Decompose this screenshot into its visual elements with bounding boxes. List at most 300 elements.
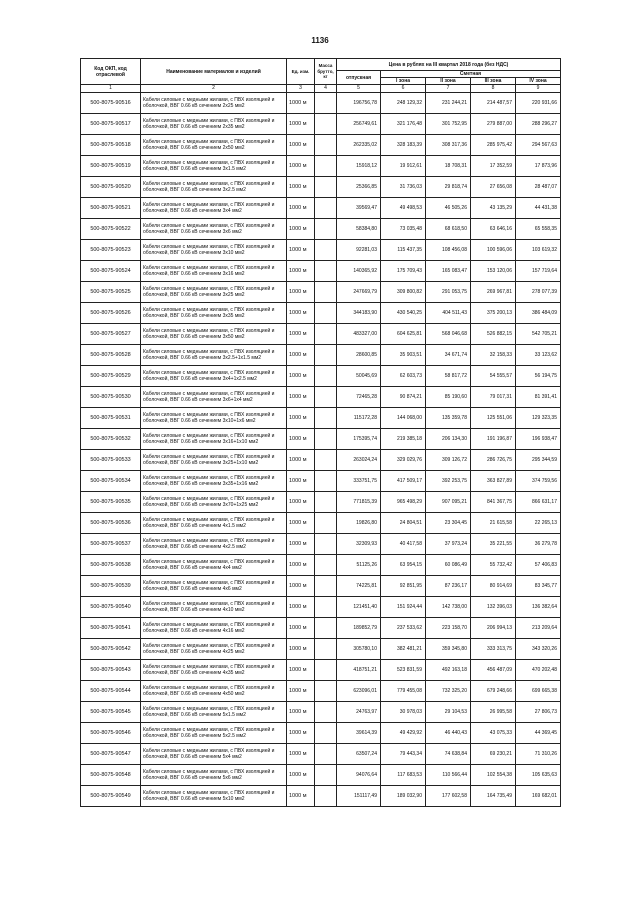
- unit: 1000 м: [287, 744, 315, 765]
- unit: 1000 м: [287, 198, 315, 219]
- mass: [315, 660, 337, 681]
- zone-2-price: 308 317,36: [426, 135, 471, 156]
- unit: 1000 м: [287, 765, 315, 786]
- item-code: 500-8075-90536: [81, 513, 141, 534]
- item-name: Кабели силовые с медными жилами, с ПВХ изоляцией и оболочкой, ВВГ 0.66 кВ сечением 3х10+1х6 мм2: [141, 408, 287, 429]
- zone-4-price: 105 635,63: [516, 765, 561, 786]
- zone-2-price: 392 253,75: [426, 471, 471, 492]
- mass: [315, 492, 337, 513]
- zone-4-price: 288 296,27: [516, 114, 561, 135]
- item-code: 500-8075-90547: [81, 744, 141, 765]
- item-code: 500-8075-90545: [81, 702, 141, 723]
- zone-2-price: 309 126,72: [426, 450, 471, 471]
- column-number: 5: [337, 85, 381, 93]
- item-code: 500-8075-90518: [81, 135, 141, 156]
- release-price: 483327,00: [337, 324, 381, 345]
- table-row: [81, 219, 561, 240]
- column-number-row: [81, 85, 561, 93]
- zone-3-price: 17 352,59: [471, 156, 516, 177]
- release-price: 24763,97: [337, 702, 381, 723]
- zone-3-price: 54 555,57: [471, 366, 516, 387]
- table-row: [81, 429, 561, 450]
- item-name: Кабели силовые с медными жилами, с ПВХ изоляцией и оболочкой, ВВГ 0.66 кВ сечением 2х25 мм2: [141, 93, 287, 114]
- item-name: Кабели силовые с медными жилами, с ПВХ изоляцией и оболочкой, ВВГ 0.66 кВ сечением 3х70+1х25 мм2: [141, 492, 287, 513]
- item-code: 500-8075-90525: [81, 282, 141, 303]
- zone-3-price: 279 887,00: [471, 114, 516, 135]
- zone-1-price: 19 912,61: [381, 156, 426, 177]
- item-name: Кабели силовые с медными жилами, с ПВХ изоляцией и оболочкой, ВВГ 0.66 кВ сечением 3х2.5 мм2: [141, 177, 287, 198]
- zone-3-price: 206 994,13: [471, 618, 516, 639]
- release-price: 263024,24: [337, 450, 381, 471]
- table-row: [81, 177, 561, 198]
- zone-2-price: 223 158,70: [426, 618, 471, 639]
- mass: [315, 555, 337, 576]
- item-name: Кабели силовые с медными жилами, с ПВХ изоляцией и оболочкой, ВВГ 0.66 кВ сечением 3х1.5 мм2: [141, 156, 287, 177]
- zone-3-price: 43 075,33: [471, 723, 516, 744]
- zone-2-price: 231 244,21: [426, 93, 471, 114]
- item-name: Кабели силовые с медными жилами, с ПВХ изоляцией и оболочкой, ВВГ 0.66 кВ сечением 5х10 мм2: [141, 786, 287, 807]
- item-code: 500-8075-90534: [81, 471, 141, 492]
- release-price: 51125,26: [337, 555, 381, 576]
- zone-1-price: 90 874,21: [381, 387, 426, 408]
- header-code: Код ОКП, код отраслевой: [81, 59, 141, 85]
- zone-4-price: 27 806,73: [516, 702, 561, 723]
- zone-1-price: 63 954,15: [381, 555, 426, 576]
- unit: 1000 м: [287, 513, 315, 534]
- zone-1-price: 115 437,35: [381, 240, 426, 261]
- zone-4-price: 83 345,77: [516, 576, 561, 597]
- item-code: 500-8075-90528: [81, 345, 141, 366]
- zone-4-price: 81 391,41: [516, 387, 561, 408]
- item-name: Кабели силовые с медными жилами, с ПВХ изоляцией и оболочкой, ВВГ 0.66 кВ сечением 3х25+1х10 мм2: [141, 450, 287, 471]
- release-price: 771815,39: [337, 492, 381, 513]
- release-price: 623096,01: [337, 681, 381, 702]
- item-code: 500-8075-90521: [81, 198, 141, 219]
- zone-4-price: 213 209,64: [516, 618, 561, 639]
- zone-1-price: 309 800,82: [381, 282, 426, 303]
- zone-2-price: 291 053,75: [426, 282, 471, 303]
- table-row: [81, 303, 561, 324]
- table-header: [81, 59, 561, 93]
- zone-1-price: 24 804,51: [381, 513, 426, 534]
- zone-1-price: 189 032,90: [381, 786, 426, 807]
- zone-1-price: 31 736,03: [381, 177, 426, 198]
- zone-1-price: 329 029,76: [381, 450, 426, 471]
- zone-4-price: 22 265,13: [516, 513, 561, 534]
- release-price: 58384,80: [337, 219, 381, 240]
- mass: [315, 534, 337, 555]
- item-code: 500-8075-90530: [81, 387, 141, 408]
- release-price: 140365,92: [337, 261, 381, 282]
- header-zone-4: IV зона: [516, 78, 561, 85]
- table-row: [81, 450, 561, 471]
- unit: 1000 м: [287, 660, 315, 681]
- item-name: Кабели силовые с медными жилами, с ПВХ изоляцией и оболочкой, ВВГ 0.66 кВ сечением 5х4 мм2: [141, 744, 287, 765]
- table-row: [81, 534, 561, 555]
- zone-4-price: 542 705,21: [516, 324, 561, 345]
- item-code: 500-8075-90517: [81, 114, 141, 135]
- mass: [315, 786, 337, 807]
- mass: [315, 513, 337, 534]
- unit: 1000 м: [287, 282, 315, 303]
- unit: 1000 м: [287, 240, 315, 261]
- zone-1-price: 175 709,43: [381, 261, 426, 282]
- zone-3-price: 55 732,42: [471, 555, 516, 576]
- zone-3-price: 27 656,08: [471, 177, 516, 198]
- unit: 1000 м: [287, 219, 315, 240]
- zone-2-price: 23 304,45: [426, 513, 471, 534]
- zone-4-price: 295 344,59: [516, 450, 561, 471]
- item-name: Кабели силовые с медными жилами, с ПВХ изоляцией и оболочкой, ВВГ 0.66 кВ сечением 3х6+1х4 мм2: [141, 387, 287, 408]
- release-price: 15918,12: [337, 156, 381, 177]
- unit: 1000 м: [287, 618, 315, 639]
- release-price: 28600,85: [337, 345, 381, 366]
- zone-4-price: 294 567,63: [516, 135, 561, 156]
- unit: 1000 м: [287, 177, 315, 198]
- item-name: Кабели силовые с медными жилами, с ПВХ изоляцией и оболочкой, ВВГ 0.66 кВ сечением 4х4 мм2: [141, 555, 287, 576]
- table-row: [81, 282, 561, 303]
- unit: 1000 м: [287, 492, 315, 513]
- table-body: [81, 93, 561, 807]
- zone-1-price: 779 455,08: [381, 681, 426, 702]
- zone-1-price: 151 924,44: [381, 597, 426, 618]
- release-price: 418751,21: [337, 660, 381, 681]
- table-row: [81, 366, 561, 387]
- mass: [315, 156, 337, 177]
- zone-3-price: 333 313,75: [471, 639, 516, 660]
- zone-3-price: 841 367,75: [471, 492, 516, 513]
- header-name: Наименование материалов и изделий: [141, 59, 287, 85]
- column-number: 8: [471, 85, 516, 93]
- zone-3-price: 102 554,38: [471, 765, 516, 786]
- item-code: 500-8075-90541: [81, 618, 141, 639]
- item-name: Кабели силовые с медными жилами, с ПВХ изоляцией и оболочкой, ВВГ 0.66 кВ сечением 3х25 мм2: [141, 282, 287, 303]
- zone-3-price: 526 882,15: [471, 324, 516, 345]
- mass: [315, 282, 337, 303]
- zone-1-price: 30 978,03: [381, 702, 426, 723]
- item-code: 500-8075-90522: [81, 219, 141, 240]
- zone-4-price: 65 558,35: [516, 219, 561, 240]
- table-row: [81, 702, 561, 723]
- zone-4-price: 866 631,17: [516, 492, 561, 513]
- zone-3-price: 125 551,06: [471, 408, 516, 429]
- item-name: Кабели силовые с медными жилами, с ПВХ изоляцией и оболочкой, ВВГ 0.66 кВ сечением 4х2.5 мм2: [141, 534, 287, 555]
- unit: 1000 м: [287, 366, 315, 387]
- zone-1-price: 965 498,29: [381, 492, 426, 513]
- unit: 1000 м: [287, 93, 315, 114]
- zone-3-price: 153 120,06: [471, 261, 516, 282]
- mass: [315, 639, 337, 660]
- zone-4-price: 220 931,66: [516, 93, 561, 114]
- zone-2-price: 68 618,50: [426, 219, 471, 240]
- zone-3-price: 363 827,89: [471, 471, 516, 492]
- item-code: 500-8075-90533: [81, 450, 141, 471]
- release-price: 247669,79: [337, 282, 381, 303]
- zone-4-price: 71 310,26: [516, 744, 561, 765]
- zone-4-price: 157 719,64: [516, 261, 561, 282]
- table-row: [81, 639, 561, 660]
- table-row: [81, 660, 561, 681]
- header-release-price: отпускная: [337, 71, 381, 85]
- item-name: Кабели силовые с медными жилами, с ПВХ изоляцией и оболочкой, ВВГ 0.66 кВ сечением 3х50 мм2: [141, 324, 287, 345]
- mass: [315, 219, 337, 240]
- mass: [315, 366, 337, 387]
- zone-1-price: 248 129,32: [381, 93, 426, 114]
- mass: [315, 114, 337, 135]
- item-name: Кабели силовые с медными жилами, с ПВХ изоляцией и оболочкой, ВВГ 0.66 кВ сечением 4х50 мм2: [141, 681, 287, 702]
- zone-3-price: 269 967,81: [471, 282, 516, 303]
- table-row: [81, 576, 561, 597]
- item-name: Кабели силовые с медными жилами, с ПВХ изоляцией и оболочкой, ВВГ 0.66 кВ сечением 3х16 мм2: [141, 261, 287, 282]
- mass: [315, 702, 337, 723]
- mass: [315, 345, 337, 366]
- mass: [315, 765, 337, 786]
- zone-3-price: 132 396,03: [471, 597, 516, 618]
- table-row: [81, 345, 561, 366]
- table-row: [81, 513, 561, 534]
- zone-4-price: 278 077,39: [516, 282, 561, 303]
- zone-1-price: 382 481,21: [381, 639, 426, 660]
- item-name: Кабели силовые с медными жилами, с ПВХ изоляцией и оболочкой, ВВГ 0.66 кВ сечением 2х50 мм2: [141, 135, 287, 156]
- zone-3-price: 79 017,31: [471, 387, 516, 408]
- release-price: 175395,74: [337, 429, 381, 450]
- zone-4-price: 103 619,32: [516, 240, 561, 261]
- header-mass: Масса брутто, кг: [315, 59, 337, 85]
- zone-1-price: 62 603,73: [381, 366, 426, 387]
- unit: 1000 м: [287, 534, 315, 555]
- item-code: 500-8075-90531: [81, 408, 141, 429]
- unit: 1000 м: [287, 114, 315, 135]
- zone-3-price: 32 158,33: [471, 345, 516, 366]
- header-unit: Ед. изм.: [287, 59, 315, 85]
- zone-2-price: 29 104,53: [426, 702, 471, 723]
- zone-4-price: 699 665,38: [516, 681, 561, 702]
- item-code: 500-8075-90546: [81, 723, 141, 744]
- unit: 1000 м: [287, 639, 315, 660]
- zone-3-price: 43 135,29: [471, 198, 516, 219]
- item-name: Кабели силовые с медными жилами, с ПВХ изоляцией и оболочкой, ВВГ 0.66 кВ сечением 5х6 мм2: [141, 765, 287, 786]
- release-price: 121451,40: [337, 597, 381, 618]
- item-code: 500-8075-90537: [81, 534, 141, 555]
- release-price: 92281,03: [337, 240, 381, 261]
- release-price: 63507,24: [337, 744, 381, 765]
- zone-2-price: 34 671,74: [426, 345, 471, 366]
- unit: 1000 м: [287, 450, 315, 471]
- unit: 1000 м: [287, 597, 315, 618]
- release-price: 196756,78: [337, 93, 381, 114]
- item-code: 500-8075-90540: [81, 597, 141, 618]
- zone-1-price: 35 903,51: [381, 345, 426, 366]
- table-row: [81, 765, 561, 786]
- zone-4-price: 129 323,35: [516, 408, 561, 429]
- unit: 1000 м: [287, 261, 315, 282]
- release-price: 344183,90: [337, 303, 381, 324]
- zone-3-price: 100 596,06: [471, 240, 516, 261]
- unit: 1000 м: [287, 429, 315, 450]
- zone-2-price: 110 566,44: [426, 765, 471, 786]
- unit: 1000 м: [287, 156, 315, 177]
- zone-2-price: 18 708,31: [426, 156, 471, 177]
- price-table: [80, 58, 561, 807]
- zone-2-price: 301 752,95: [426, 114, 471, 135]
- item-code: 500-8075-90539: [81, 576, 141, 597]
- mass: [315, 471, 337, 492]
- table-row: [81, 471, 561, 492]
- item-code: 500-8075-90527: [81, 324, 141, 345]
- column-number: 1: [81, 85, 141, 93]
- item-code: 500-8075-90516: [81, 93, 141, 114]
- unit: 1000 м: [287, 408, 315, 429]
- release-price: 39569,47: [337, 198, 381, 219]
- zone-2-price: 206 134,30: [426, 429, 471, 450]
- unit: 1000 м: [287, 471, 315, 492]
- zone-3-price: 164 735,49: [471, 786, 516, 807]
- zone-2-price: 492 163,18: [426, 660, 471, 681]
- release-price: 256749,61: [337, 114, 381, 135]
- item-code: 500-8075-90529: [81, 366, 141, 387]
- zone-1-price: 73 035,48: [381, 219, 426, 240]
- column-number: 4: [315, 85, 337, 93]
- table-row: [81, 744, 561, 765]
- item-name: Кабели силовые с медными жилами, с ПВХ изоляцией и оболочкой, ВВГ 0.66 кВ сечением 4х1.5 мм2: [141, 513, 287, 534]
- item-name: Кабели силовые с медными жилами, с ПВХ изоляцией и оболочкой, ВВГ 0.66 кВ сечением 4х25 мм2: [141, 639, 287, 660]
- release-price: 333751,75: [337, 471, 381, 492]
- zone-3-price: 191 196,87: [471, 429, 516, 450]
- mass: [315, 450, 337, 471]
- table-row: [81, 597, 561, 618]
- zone-3-price: 679 248,66: [471, 681, 516, 702]
- item-code: 500-8075-90544: [81, 681, 141, 702]
- mass: [315, 723, 337, 744]
- mass: [315, 303, 337, 324]
- table-row: [81, 324, 561, 345]
- zone-1-price: 40 417,58: [381, 534, 426, 555]
- mass: [315, 261, 337, 282]
- item-name: Кабели силовые с медными жилами, с ПВХ изоляцией и оболочкой, ВВГ 0.66 кВ сечением 5х1.5 мм2: [141, 702, 287, 723]
- item-code: 500-8075-90519: [81, 156, 141, 177]
- unit: 1000 м: [287, 303, 315, 324]
- zone-3-price: 456 487,09: [471, 660, 516, 681]
- zone-2-price: 359 345,80: [426, 639, 471, 660]
- table-row: [81, 681, 561, 702]
- zone-1-price: 79 443,34: [381, 744, 426, 765]
- zone-4-price: 136 382,64: [516, 597, 561, 618]
- zone-2-price: 60 086,49: [426, 555, 471, 576]
- item-name: Кабели силовые с медными жилами, с ПВХ изоляцией и оболочкой, ВВГ 0.66 кВ сечением 3х10 мм2: [141, 240, 287, 261]
- item-code: 500-8075-90549: [81, 786, 141, 807]
- release-price: 50045,69: [337, 366, 381, 387]
- zone-1-price: 604 625,81: [381, 324, 426, 345]
- mass: [315, 198, 337, 219]
- unit: 1000 м: [287, 576, 315, 597]
- item-name: Кабели силовые с медными жилами, с ПВХ изоляцией и оболочкой, ВВГ 0.66 кВ сечением 4х35 мм2: [141, 660, 287, 681]
- mass: [315, 93, 337, 114]
- table-row: [81, 156, 561, 177]
- zone-4-price: 470 202,48: [516, 660, 561, 681]
- item-name: Кабели силовые с медными жилами, с ПВХ изоляцией и оболочкой, ВВГ 0.66 кВ сечением 4х16 мм2: [141, 618, 287, 639]
- zone-1-price: 430 540,25: [381, 303, 426, 324]
- zone-2-price: 568 046,68: [426, 324, 471, 345]
- zone-1-price: 49 498,53: [381, 198, 426, 219]
- zone-2-price: 58 817,72: [426, 366, 471, 387]
- unit: 1000 м: [287, 345, 315, 366]
- zone-4-price: 44 369,45: [516, 723, 561, 744]
- item-name: Кабели силовые с медными жилами, с ПВХ изоляцией и оболочкой, ВВГ 0.66 кВ сечением 3х35+1х16 мм2: [141, 471, 287, 492]
- release-price: 32309,93: [337, 534, 381, 555]
- table-row: [81, 786, 561, 807]
- unit: 1000 м: [287, 135, 315, 156]
- mass: [315, 324, 337, 345]
- zone-4-price: 343 320,26: [516, 639, 561, 660]
- zone-2-price: 87 236,17: [426, 576, 471, 597]
- zone-1-price: 328 183,39: [381, 135, 426, 156]
- table-row: [81, 93, 561, 114]
- zone-1-price: 417 509,17: [381, 471, 426, 492]
- column-number: 9: [516, 85, 561, 93]
- item-code: 500-8075-90535: [81, 492, 141, 513]
- mass: [315, 135, 337, 156]
- zone-4-price: 57 406,83: [516, 555, 561, 576]
- release-price: 305780,10: [337, 639, 381, 660]
- release-price: 262335,02: [337, 135, 381, 156]
- header-zone-2: II зона: [426, 78, 471, 85]
- item-name: Кабели силовые с медными жилами, с ПВХ изоляцией и оболочкой, ВВГ 0.66 кВ сечением 3х2.5+1х1.5 мм2: [141, 345, 287, 366]
- item-name: Кабели силовые с медными жилами, с ПВХ изоляцией и оболочкой, ВВГ 0.66 кВ сечением 4х6 мм2: [141, 576, 287, 597]
- zone-4-price: 196 938,47: [516, 429, 561, 450]
- zone-1-price: 523 831,59: [381, 660, 426, 681]
- zone-2-price: 135 359,78: [426, 408, 471, 429]
- mass: [315, 387, 337, 408]
- zone-3-price: 35 221,55: [471, 534, 516, 555]
- zone-4-price: 169 682,01: [516, 786, 561, 807]
- zone-3-price: 80 914,69: [471, 576, 516, 597]
- zone-2-price: 46 440,43: [426, 723, 471, 744]
- zone-4-price: 386 484,09: [516, 303, 561, 324]
- zone-3-price: 375 200,13: [471, 303, 516, 324]
- zone-2-price: 907 095,21: [426, 492, 471, 513]
- table-row: [81, 492, 561, 513]
- item-code: 500-8075-90548: [81, 765, 141, 786]
- zone-3-price: 214 487,57: [471, 93, 516, 114]
- mass: [315, 744, 337, 765]
- zone-1-price: 92 851,95: [381, 576, 426, 597]
- item-code: 500-8075-90524: [81, 261, 141, 282]
- unit: 1000 м: [287, 681, 315, 702]
- mass: [315, 240, 337, 261]
- column-number: 7: [426, 85, 471, 93]
- zone-1-price: 144 068,00: [381, 408, 426, 429]
- item-name: Кабели силовые с медными жилами, с ПВХ изоляцией и оболочкой, ВВГ 0.66 кВ сечением 4х10 мм2: [141, 597, 287, 618]
- unit: 1000 м: [287, 702, 315, 723]
- table-row: [81, 198, 561, 219]
- table-row: [81, 555, 561, 576]
- zone-3-price: 26 995,58: [471, 702, 516, 723]
- table-row: [81, 114, 561, 135]
- zone-2-price: 74 638,84: [426, 744, 471, 765]
- header-price-title: Цена в рублях на III квартал 2018 года (без НДС): [337, 59, 561, 71]
- item-name: Кабели силовые с медными жилами, с ПВХ изоляцией и оболочкой, ВВГ 0.66 кВ сечением 3х35 мм2: [141, 303, 287, 324]
- zone-4-price: 36 279,78: [516, 534, 561, 555]
- zone-2-price: 142 738,00: [426, 597, 471, 618]
- zone-1-price: 219 385,18: [381, 429, 426, 450]
- mass: [315, 618, 337, 639]
- mass: [315, 681, 337, 702]
- zone-2-price: 404 511,43: [426, 303, 471, 324]
- item-name: Кабели силовые с медными жилами, с ПВХ изоляцией и оболочкой, ВВГ 0.66 кВ сечением 3х16+1х10 мм2: [141, 429, 287, 450]
- column-number: 3: [287, 85, 315, 93]
- item-code: 500-8075-90542: [81, 639, 141, 660]
- zone-1-price: 237 533,62: [381, 618, 426, 639]
